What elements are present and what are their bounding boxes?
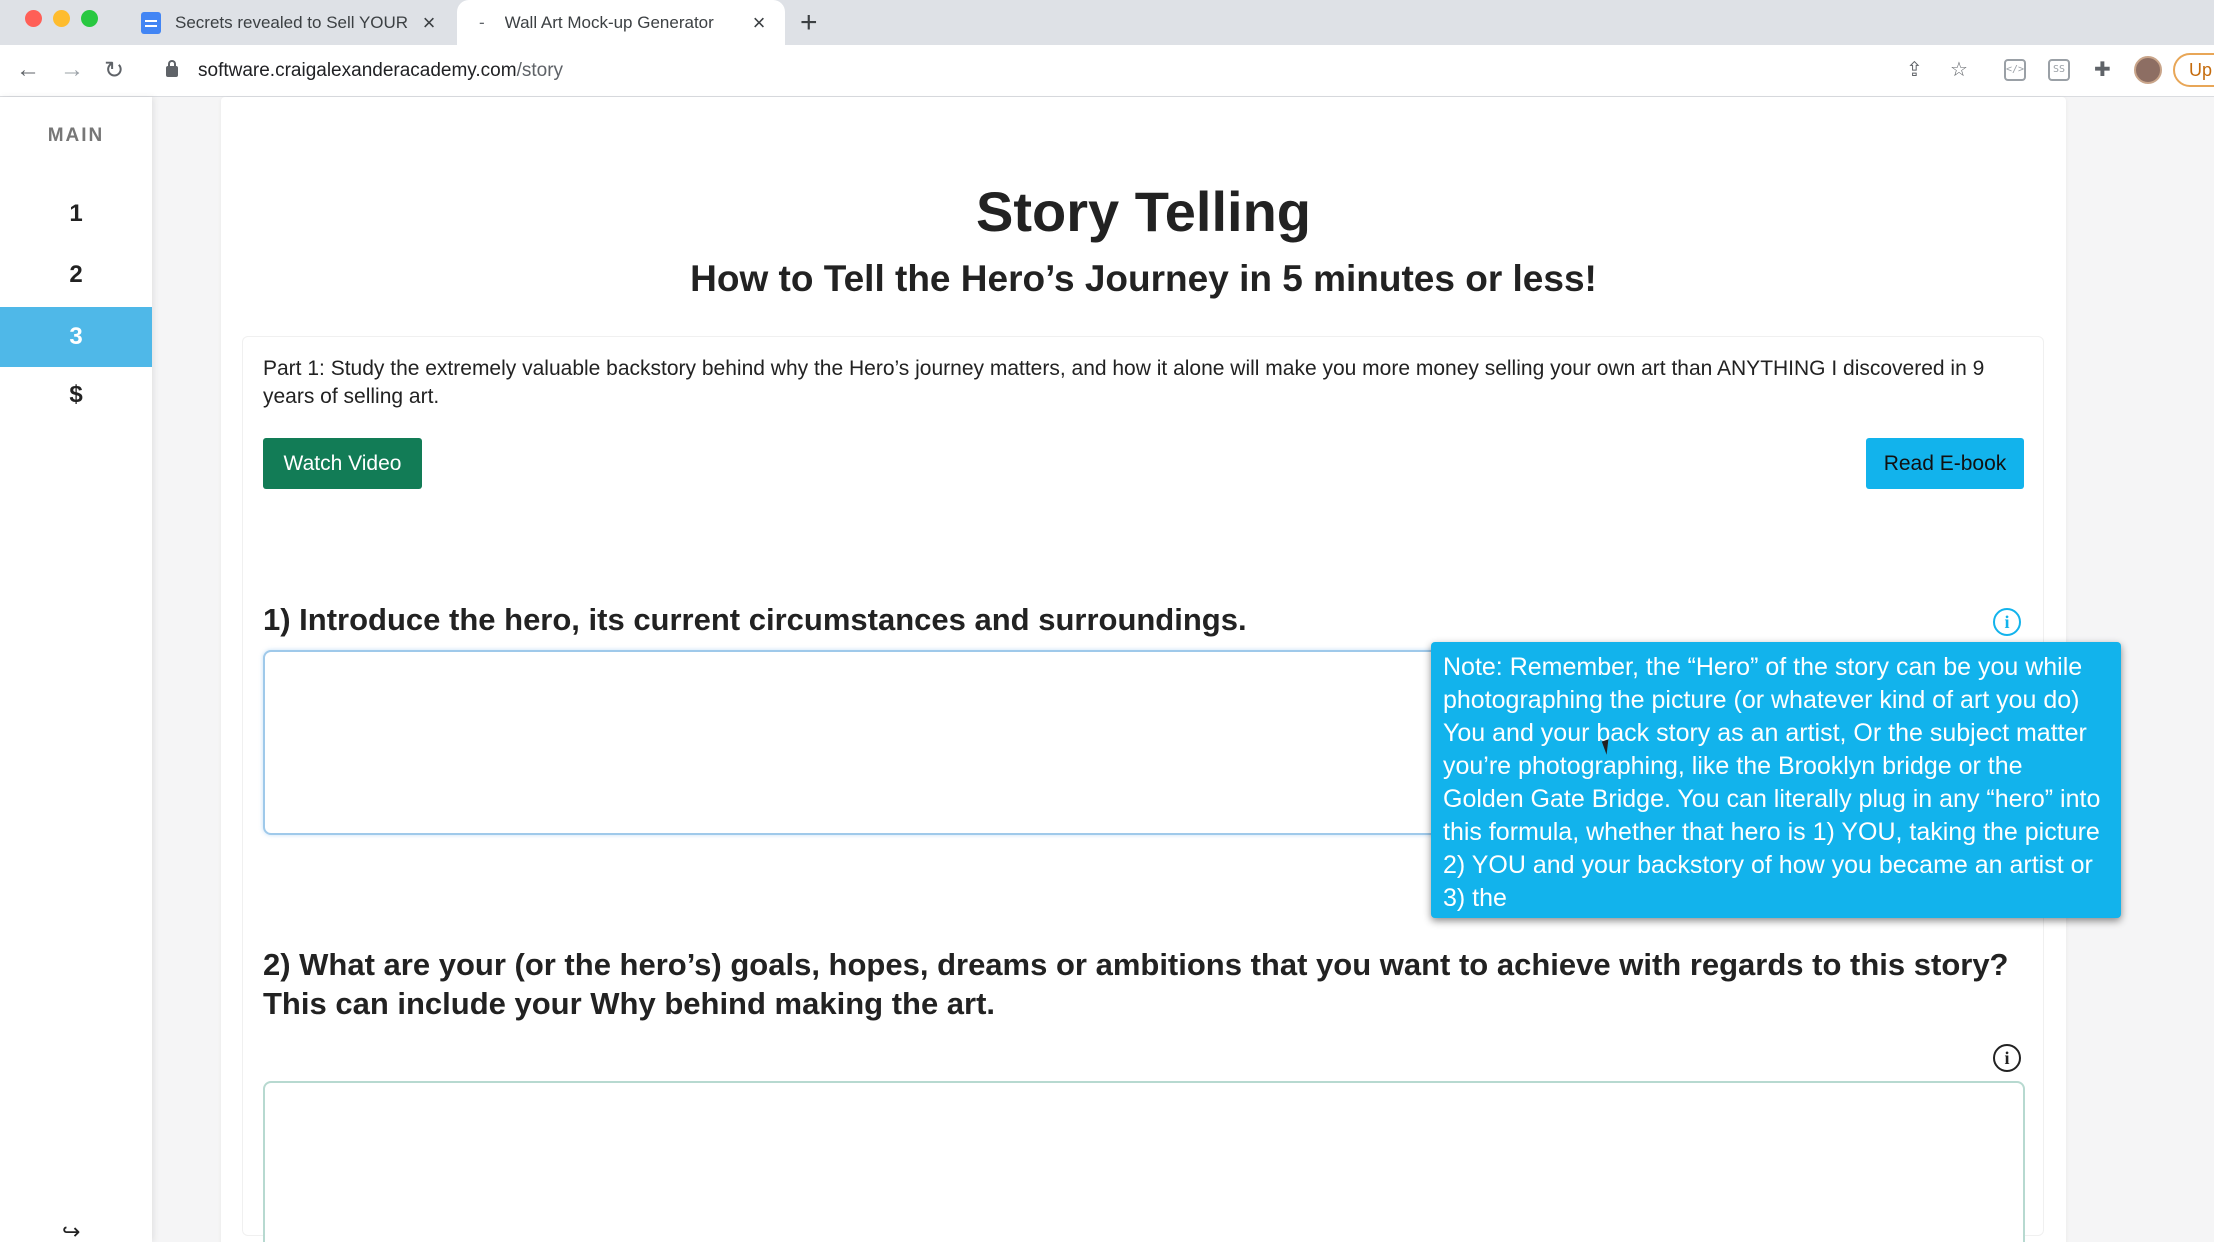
extension-code-icon[interactable]: </> <box>2004 59 2026 81</box>
close-tab-icon[interactable]: × <box>752 9 766 35</box>
browser-toolbar <box>0 45 2214 97</box>
close-tab-icon[interactable]: × <box>422 9 436 35</box>
minimize-window-button[interactable] <box>53 10 70 27</box>
read-ebook-button[interactable]: Read E-book <box>1866 438 2024 489</box>
lock-icon[interactable] <box>166 66 178 77</box>
browser-tab-bar <box>0 0 2214 45</box>
bookmark-star-icon[interactable]: ☆ <box>1950 59 1968 81</box>
url-text[interactable] <box>198 60 563 82</box>
profile-avatar[interactable] <box>2134 56 2162 84</box>
sidebar-item-pricing[interactable]: $ <box>69 381 83 408</box>
page-title: Story Telling <box>976 180 1311 243</box>
new-tab-button[interactable]: + <box>800 6 818 39</box>
tab-secrets-revealed[interactable] <box>125 0 455 45</box>
back-arrow-icon[interactable]: ← <box>16 56 40 83</box>
sidebar-item-3[interactable]: 3 <box>0 307 152 367</box>
sidebar <box>0 97 152 1242</box>
tab-title: Wall Art Mock-up Generator <box>504 12 714 32</box>
tab-title: Secrets revealed to Sell YOUR <box>175 12 409 32</box>
info-icon[interactable]: i <box>1993 608 2021 636</box>
extension-ss-icon[interactable]: SS <box>2048 59 2070 81</box>
question-1-label: 1) Introduce the hero, its current circumstances and surroundings. <box>263 602 1247 637</box>
watch-video-button[interactable]: Watch Video <box>263 438 422 489</box>
close-window-button[interactable] <box>25 10 42 27</box>
reload-icon[interactable]: ↻ <box>104 57 125 84</box>
share-icon[interactable]: ⇪ <box>1906 59 1923 81</box>
google-docs-icon <box>141 12 161 34</box>
hero-note-tooltip: Note: Remember, the “Hero” of the story can be you while photographing the picture (or whatever kind of art you do) You and your back story as an artist, Or the subject matter you’re photographing, like the Brooklyn bridge or the Golden Gate Bridge. You can literally plug in any “hero” into this formula, whether that hero is 1) YOU, taking the picture 2) YOU and your backstory of how you became an artist or 3) the <box>1431 642 2121 918</box>
logout-icon[interactable]: ↪ <box>62 1219 81 1242</box>
sidebar-section-label: MAIN <box>47 125 105 146</box>
question-2-answer-input[interactable] <box>263 1081 2025 1242</box>
tab-wall-art-generator[interactable] <box>457 0 785 45</box>
maximize-window-button[interactable] <box>81 10 98 27</box>
question-2-label: 2) What are your (or the hero’s) goals, hopes, dreams or ambitions that you want to achieve with regards to this story? This can include your Why behind making the art. <box>263 947 2009 1021</box>
info-icon[interactable]: i <box>1993 1044 2021 1072</box>
address-bar[interactable] <box>150 51 1970 91</box>
url-path: /story <box>516 60 564 81</box>
sidebar-item-2[interactable]: 2 <box>69 261 83 288</box>
url-host: software.craigalexanderacademy.com <box>198 60 517 81</box>
page-subtitle: How to Tell the Hero’s Journey in 5 minutes or less! <box>690 258 1597 299</box>
part-description: Part 1: Study the extremely valuable backstory behind why the Hero’s journey matters, and how it alone will make you more money selling your own art than ANYTHING I discovered in 9 years of selling art. <box>263 357 1985 408</box>
tab-favicon-placeholder: - <box>479 12 485 32</box>
sidebar-item-1[interactable]: 1 <box>69 200 83 227</box>
update-button[interactable]: Up <box>2173 53 2214 87</box>
forward-arrow-icon[interactable]: → <box>60 56 84 83</box>
extensions-puzzle-icon[interactable]: ✚ <box>2094 59 2111 81</box>
